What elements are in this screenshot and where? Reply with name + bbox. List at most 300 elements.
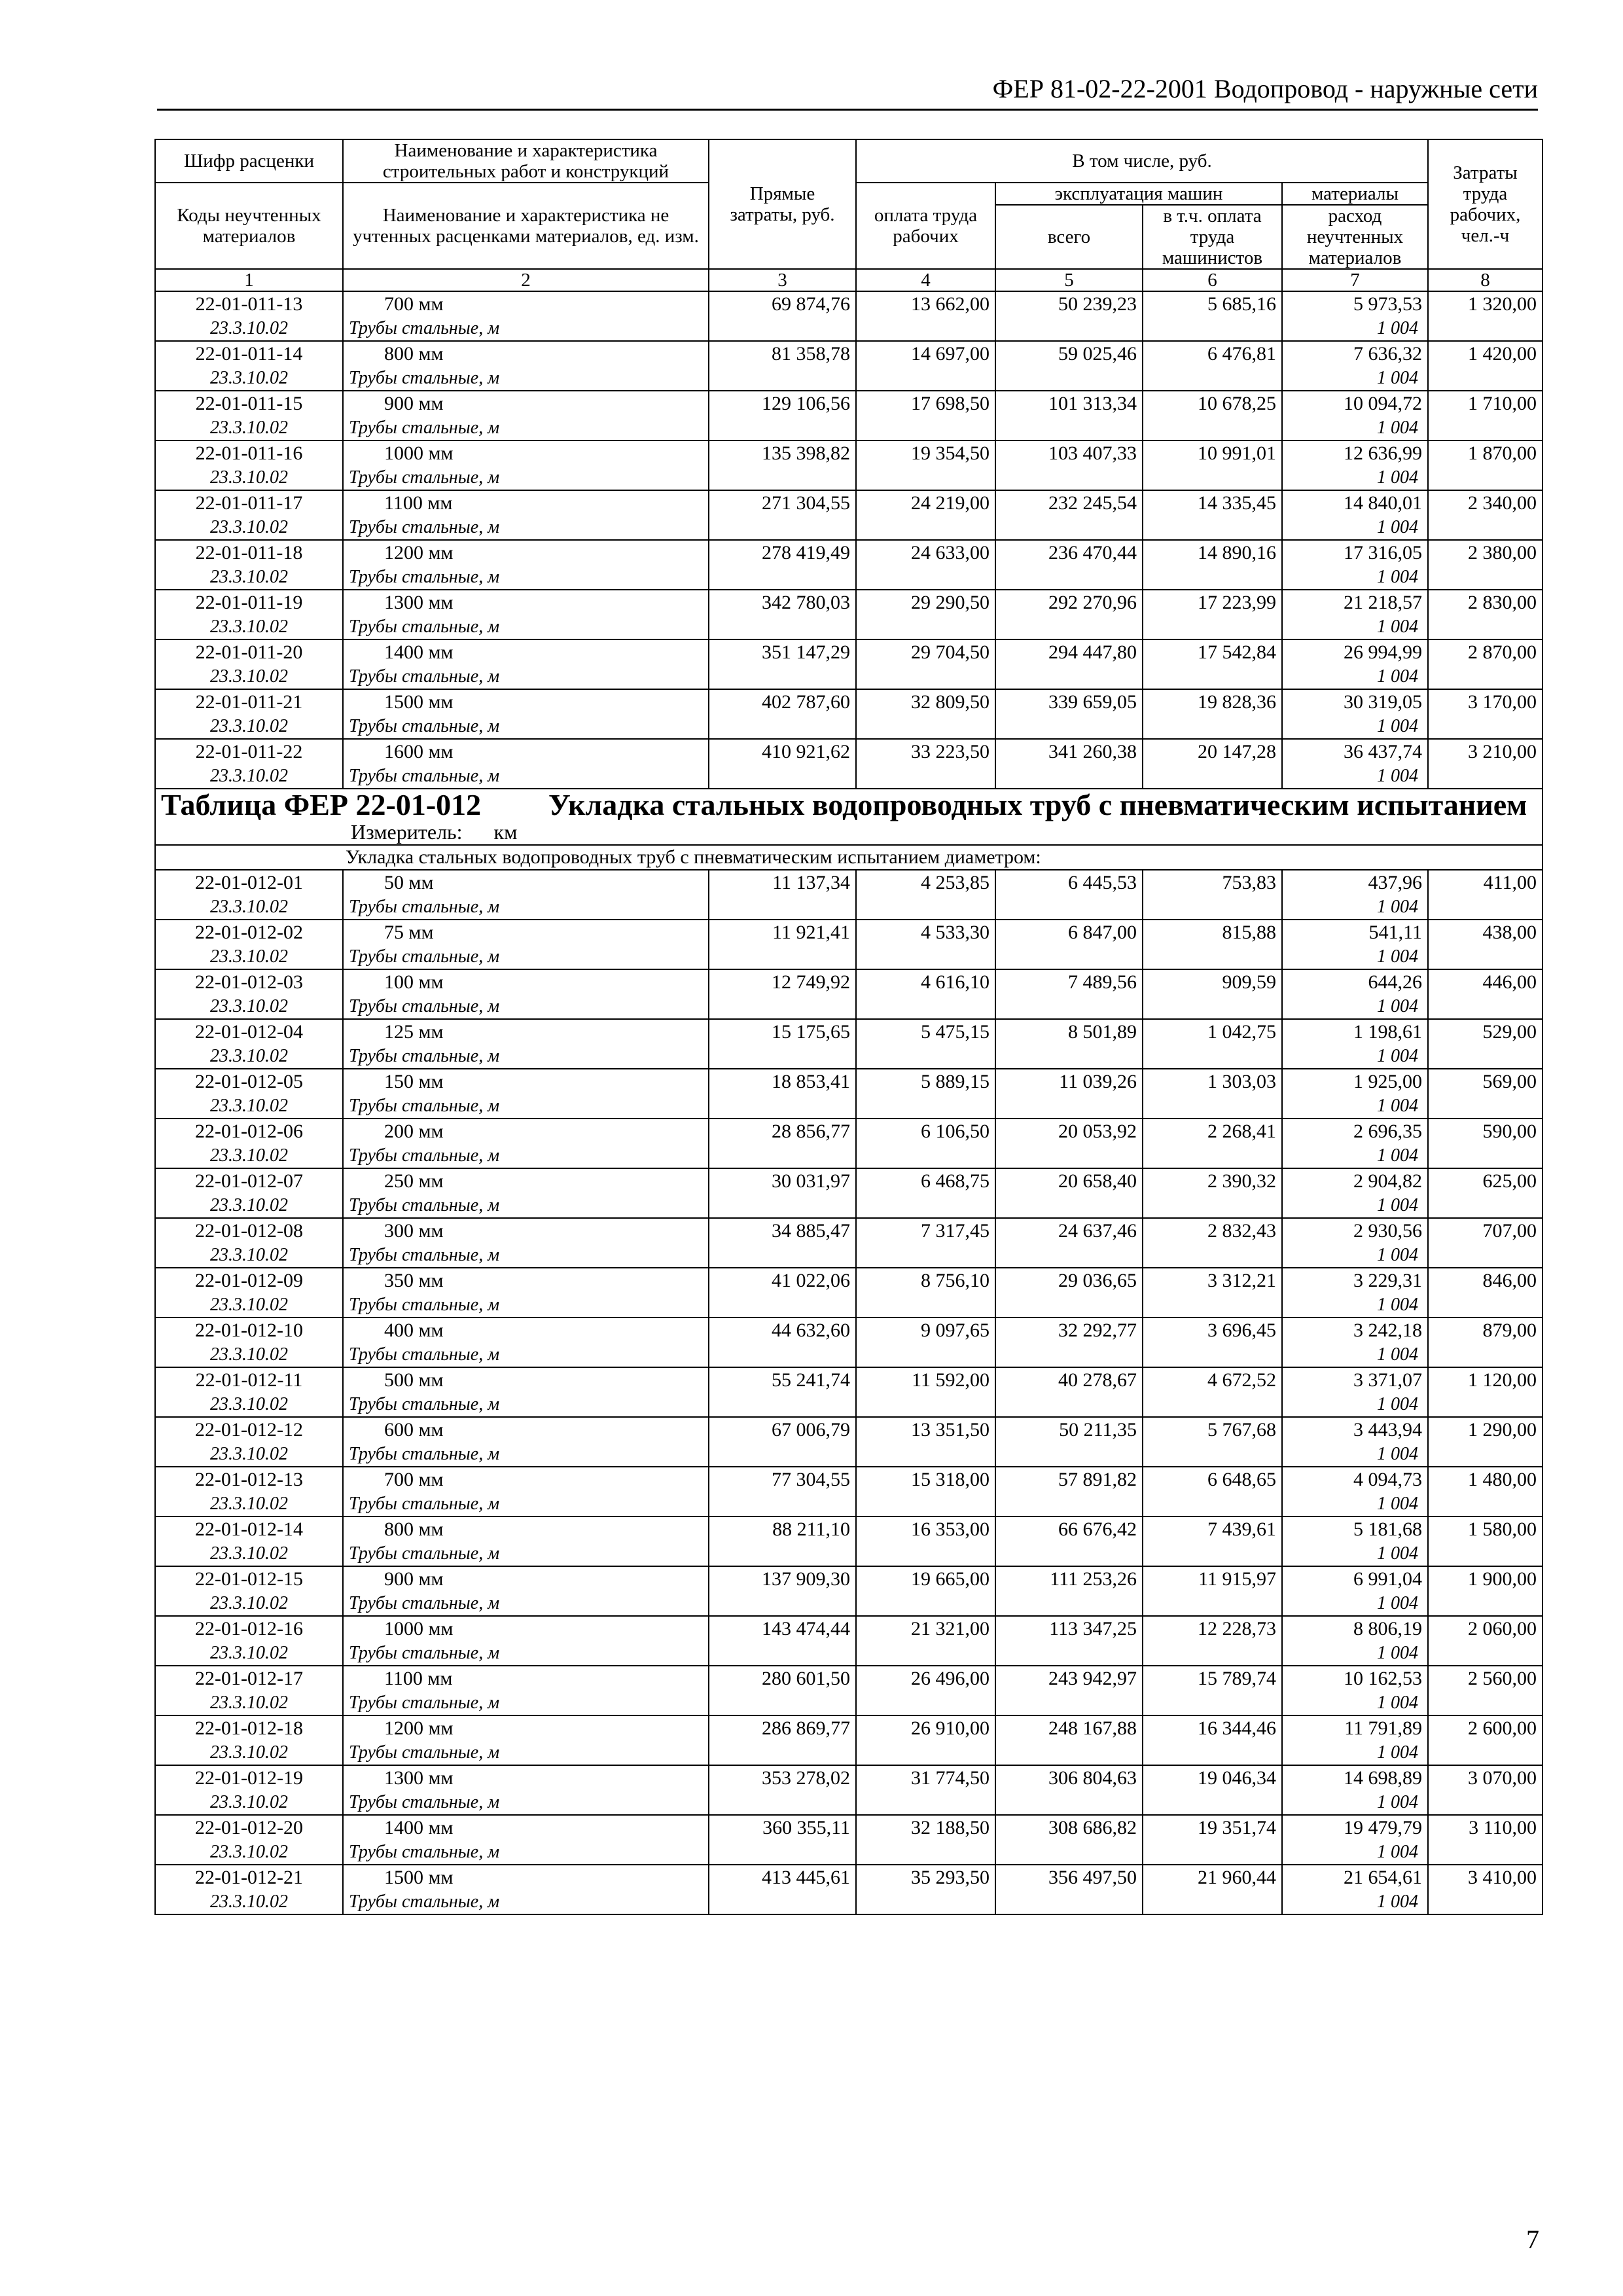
labor-hours: 590,00	[1428, 1119, 1543, 1168]
col-header-operator: в т.ч. оплата труда машинистов	[1143, 205, 1282, 269]
labor-hours: 569,00	[1428, 1069, 1543, 1119]
material-consumption: 1 004	[1377, 1643, 1418, 1663]
table-body-1	[155, 291, 1543, 789]
materials-cell	[1282, 1467, 1428, 1516]
machine-cost: 339 659,05	[995, 689, 1143, 739]
labor-hours: 446,00	[1428, 969, 1543, 1019]
page-header-title: ФЕР 81-02-22-2001 Водопровод - наружные сети	[992, 74, 1538, 103]
table-row	[155, 870, 1543, 920]
col-header-unaccounted: расход неучтенных материалов	[1282, 205, 1428, 269]
rate-code: 22-01-012-08	[195, 1220, 303, 1242]
material-code: 23.3.10.02	[210, 996, 288, 1016]
column-number: 2	[343, 269, 709, 291]
table-row	[155, 1268, 1543, 1318]
wage-cost: 6 468,75	[856, 1168, 995, 1218]
column-number: 4	[856, 269, 995, 291]
machine-cost: 7 489,56	[995, 969, 1143, 1019]
name-cell	[343, 969, 709, 1019]
table-row	[155, 1168, 1543, 1218]
wage-cost: 17 698,50	[856, 391, 995, 440]
col-header-matnames: Наименование и характеристика не учтенных расценками материалов, ед. изм.	[343, 183, 709, 269]
materials-cost: 3 371,07	[1353, 1369, 1422, 1391]
materials-cell	[1282, 391, 1428, 440]
col-header-labor: Затраты труда рабочих, чел.-ч	[1428, 139, 1543, 269]
table-row	[155, 739, 1543, 789]
materials-cell	[1282, 969, 1428, 1019]
material-name: Трубы стальные, м	[349, 567, 500, 587]
measure-unit: км	[493, 820, 518, 844]
wage-cost: 4 616,10	[856, 969, 995, 1019]
table-row	[155, 639, 1543, 689]
operator-cost: 17 542,84	[1143, 639, 1282, 689]
col-header-including: В том числе, руб.	[856, 139, 1428, 183]
material-consumption: 1 004	[1377, 1494, 1418, 1514]
materials-cell	[1282, 440, 1428, 490]
material-code: 23.3.10.02	[210, 617, 288, 637]
operator-cost: 10 991,01	[1143, 440, 1282, 490]
col-header-name: Наименование и характеристика строительных работ и конструкций	[343, 139, 709, 183]
labor-hours: 879,00	[1428, 1318, 1543, 1367]
machine-cost: 308 686,82	[995, 1815, 1143, 1865]
material-name: Трубы стальные, м	[349, 1543, 500, 1564]
labor-hours: 1 580,00	[1428, 1516, 1543, 1566]
name-cell	[343, 1218, 709, 1268]
name-cell	[343, 1318, 709, 1367]
material-consumption: 1 004	[1377, 517, 1418, 537]
col-header-wage: оплата труда рабочих	[856, 183, 995, 269]
machine-cost: 111 253,26	[995, 1566, 1143, 1616]
table-row	[155, 1119, 1543, 1168]
rate-code: 22-01-012-01	[195, 872, 303, 893]
table-row	[155, 490, 1543, 540]
wage-cost: 15 318,00	[856, 1467, 995, 1516]
name-cell	[343, 1765, 709, 1815]
name-cell	[343, 1417, 709, 1467]
material-name: Трубы стальные, м	[349, 1742, 500, 1763]
machine-cost: 11 039,26	[995, 1069, 1143, 1119]
code-cell	[155, 291, 343, 341]
material-consumption: 1 004	[1377, 1344, 1418, 1365]
code-cell	[155, 341, 343, 391]
operator-cost: 753,83	[1143, 870, 1282, 920]
table-row	[155, 1765, 1543, 1815]
machine-cost: 113 347,25	[995, 1616, 1143, 1666]
code-cell	[155, 1019, 343, 1069]
wage-cost: 6 106,50	[856, 1119, 995, 1168]
table-row	[155, 1666, 1543, 1715]
work-name: 1000 мм	[384, 442, 454, 464]
work-name: 900 мм	[384, 393, 444, 414]
materials-cost: 2 904,82	[1353, 1170, 1422, 1192]
operator-cost: 20 147,28	[1143, 739, 1282, 789]
machine-cost: 356 497,50	[995, 1865, 1143, 1914]
materials-cell	[1282, 1318, 1428, 1367]
material-consumption: 1 004	[1377, 1046, 1418, 1066]
column-number: 1	[155, 269, 343, 291]
rate-code: 22-01-011-22	[195, 741, 303, 762]
material-code: 23.3.10.02	[210, 666, 288, 687]
wage-cost: 32 809,50	[856, 689, 995, 739]
section-heading: Укладка стальных водопроводных труб с пневматическим испытанием диаметром:	[155, 845, 1543, 870]
name-cell	[343, 1566, 709, 1616]
rate-code: 22-01-012-02	[195, 922, 303, 943]
column-number: 5	[995, 269, 1143, 291]
work-name: 700 мм	[384, 1469, 444, 1490]
labor-hours: 1 900,00	[1428, 1566, 1543, 1616]
material-consumption: 1 004	[1377, 716, 1418, 736]
operator-cost: 12 228,73	[1143, 1616, 1282, 1666]
direct-cost: 286 869,77	[709, 1715, 856, 1765]
material-consumption: 1 004	[1377, 418, 1418, 438]
material-code: 23.3.10.02	[210, 1096, 288, 1116]
material-name: Трубы стальные, м	[349, 517, 500, 537]
col-header-materials: материалы	[1282, 183, 1428, 205]
materials-cost: 5 181,68	[1353, 1518, 1422, 1540]
work-name: 75 мм	[384, 922, 434, 943]
table-header	[155, 139, 1543, 291]
wage-cost: 35 293,50	[856, 1865, 995, 1914]
materials-cost: 21 218,57	[1344, 592, 1422, 613]
wage-cost: 31 774,50	[856, 1765, 995, 1815]
operator-cost: 19 351,74	[1143, 1815, 1282, 1865]
code-cell	[155, 540, 343, 590]
materials-cost: 1 925,00	[1353, 1071, 1422, 1092]
material-name: Трубы стальные, м	[349, 1643, 500, 1663]
labor-hours: 3 110,00	[1428, 1815, 1543, 1865]
rate-code: 22-01-011-15	[195, 393, 303, 414]
materials-cell	[1282, 870, 1428, 920]
rate-code: 22-01-012-07	[195, 1170, 303, 1192]
material-code: 23.3.10.02	[210, 1394, 288, 1414]
rate-code: 22-01-012-09	[195, 1270, 303, 1291]
materials-cell	[1282, 1119, 1428, 1168]
work-name: 1500 мм	[384, 691, 454, 713]
name-cell	[343, 590, 709, 639]
table-row	[155, 440, 1543, 490]
material-name: Трубы стальные, м	[349, 1145, 500, 1166]
table-row	[155, 1715, 1543, 1765]
work-name: 600 мм	[384, 1419, 444, 1441]
operator-cost: 5 767,68	[1143, 1417, 1282, 1467]
work-name: 1100 мм	[384, 492, 453, 514]
material-code: 23.3.10.02	[210, 897, 288, 917]
code-cell	[155, 490, 343, 540]
material-consumption: 1 004	[1377, 996, 1418, 1016]
material-consumption: 1 004	[1377, 1742, 1418, 1763]
wage-cost: 5 475,15	[856, 1019, 995, 1069]
work-name: 200 мм	[384, 1121, 444, 1142]
work-name: 125 мм	[384, 1021, 444, 1043]
code-cell	[155, 1865, 343, 1914]
material-code: 23.3.10.02	[210, 567, 288, 587]
name-cell	[343, 1815, 709, 1865]
work-name: 1000 мм	[384, 1618, 454, 1640]
table-row	[155, 1616, 1543, 1666]
work-name: 1200 мм	[384, 1717, 454, 1739]
machine-cost: 6 847,00	[995, 920, 1143, 969]
name-cell	[343, 1666, 709, 1715]
materials-cost: 10 162,53	[1344, 1668, 1422, 1689]
operator-cost: 4 672,52	[1143, 1367, 1282, 1417]
materials-cell	[1282, 1218, 1428, 1268]
materials-cost: 36 437,74	[1344, 741, 1422, 762]
labor-hours: 2 380,00	[1428, 540, 1543, 590]
column-number-row	[155, 269, 1543, 291]
direct-cost: 137 909,30	[709, 1566, 856, 1616]
table-row	[155, 1069, 1543, 1119]
machine-cost: 57 891,82	[995, 1467, 1143, 1516]
labor-hours: 3 170,00	[1428, 689, 1543, 739]
material-consumption: 1 004	[1377, 1444, 1418, 1464]
name-cell	[343, 1268, 709, 1318]
material-code: 23.3.10.02	[210, 1444, 288, 1464]
material-consumption: 1 004	[1377, 467, 1418, 488]
materials-cell	[1282, 590, 1428, 639]
machine-cost: 103 407,33	[995, 440, 1143, 490]
material-consumption: 1 004	[1377, 1693, 1418, 1713]
labor-hours: 3 410,00	[1428, 1865, 1543, 1914]
name-cell	[343, 689, 709, 739]
material-name: Трубы стальные, м	[349, 996, 500, 1016]
materials-cost: 1 198,61	[1353, 1021, 1422, 1043]
materials-cost: 437,96	[1368, 872, 1422, 893]
material-consumption: 1 004	[1377, 1792, 1418, 1812]
labor-hours: 1 420,00	[1428, 341, 1543, 391]
code-cell	[155, 440, 343, 490]
direct-cost: 34 885,47	[709, 1218, 856, 1268]
materials-cost: 30 319,05	[1344, 691, 1422, 713]
wage-cost: 4 533,30	[856, 920, 995, 969]
machine-cost: 306 804,63	[995, 1765, 1143, 1815]
name-cell	[343, 1069, 709, 1119]
direct-cost: 67 006,79	[709, 1417, 856, 1467]
code-cell	[155, 1168, 343, 1218]
material-name: Трубы стальные, м	[349, 1394, 500, 1414]
code-cell	[155, 1516, 343, 1566]
rate-code: 22-01-012-04	[195, 1021, 303, 1043]
operator-cost: 21 960,44	[1143, 1865, 1282, 1914]
rate-code: 22-01-012-03	[195, 971, 303, 993]
table-row	[155, 1467, 1543, 1516]
table-2-title: Укладка стальных водопроводных труб с пневматическим испытанием	[548, 788, 1527, 821]
materials-cost: 3 229,31	[1353, 1270, 1422, 1291]
materials-cost: 17 316,05	[1344, 542, 1422, 564]
operator-cost: 815,88	[1143, 920, 1282, 969]
material-name: Трубы стальные, м	[349, 467, 500, 488]
work-name: 700 мм	[384, 293, 444, 315]
material-code: 23.3.10.02	[210, 1693, 288, 1713]
name-cell	[343, 391, 709, 440]
direct-cost: 271 304,55	[709, 490, 856, 540]
materials-cost: 3 443,94	[1353, 1419, 1422, 1441]
material-name: Трубы стальные, м	[349, 368, 500, 388]
machine-cost: 20 658,40	[995, 1168, 1143, 1218]
code-cell	[155, 739, 343, 789]
work-name: 250 мм	[384, 1170, 444, 1192]
table-row	[155, 1865, 1543, 1914]
work-name: 900 мм	[384, 1568, 444, 1590]
operator-cost: 14 335,45	[1143, 490, 1282, 540]
code-cell	[155, 1666, 343, 1715]
operator-cost: 2 268,41	[1143, 1119, 1282, 1168]
work-name: 1400 мм	[384, 641, 454, 663]
materials-cell	[1282, 1566, 1428, 1616]
materials-cell	[1282, 1019, 1428, 1069]
wage-cost: 16 353,00	[856, 1516, 995, 1566]
work-name: 500 мм	[384, 1369, 444, 1391]
direct-cost: 413 445,61	[709, 1865, 856, 1914]
header-rule	[157, 109, 1538, 111]
material-code: 23.3.10.02	[210, 467, 288, 488]
table-row	[155, 341, 1543, 391]
code-cell	[155, 639, 343, 689]
material-code: 23.3.10.02	[210, 1145, 288, 1166]
page-number: 7	[1526, 2225, 1539, 2254]
table-row	[155, 291, 1543, 341]
material-name: Трубы стальные, м	[349, 1046, 500, 1066]
materials-cost: 21 654,61	[1344, 1867, 1422, 1888]
code-cell	[155, 1765, 343, 1815]
work-name: 1200 мм	[384, 542, 454, 564]
direct-cost: 77 304,55	[709, 1467, 856, 1516]
machine-cost: 59 025,46	[995, 341, 1143, 391]
name-cell	[343, 1367, 709, 1417]
name-cell	[343, 1019, 709, 1069]
materials-cell	[1282, 1715, 1428, 1765]
material-name: Трубы стальные, м	[349, 1295, 500, 1315]
wage-cost: 7 317,45	[856, 1218, 995, 1268]
machine-cost: 32 292,77	[995, 1318, 1143, 1367]
labor-hours: 1 480,00	[1428, 1467, 1543, 1516]
materials-cost: 14 840,01	[1344, 492, 1422, 514]
column-number: 7	[1282, 269, 1428, 291]
wage-cost: 4 253,85	[856, 870, 995, 920]
materials-cost: 12 636,99	[1344, 442, 1422, 464]
labor-hours: 1 120,00	[1428, 1367, 1543, 1417]
operator-cost: 2 390,32	[1143, 1168, 1282, 1218]
operator-cost: 7 439,61	[1143, 1516, 1282, 1566]
col-header-code: Шифр расценки	[155, 139, 343, 183]
table-2-title-cell	[155, 789, 1543, 845]
name-cell	[343, 1715, 709, 1765]
labor-hours: 438,00	[1428, 920, 1543, 969]
materials-cost: 2 930,56	[1353, 1220, 1422, 1242]
wage-cost: 33 223,50	[856, 739, 995, 789]
materials-cell	[1282, 1268, 1428, 1318]
labor-hours: 2 340,00	[1428, 490, 1543, 540]
material-code: 23.3.10.02	[210, 1892, 288, 1912]
machine-cost: 6 445,53	[995, 870, 1143, 920]
work-name: 150 мм	[384, 1071, 444, 1092]
name-cell	[343, 440, 709, 490]
table-2-label: Таблица ФЕР 22-01-012	[161, 788, 482, 821]
labor-hours: 2 560,00	[1428, 1666, 1543, 1715]
material-consumption: 1 004	[1377, 946, 1418, 967]
machine-cost: 232 245,54	[995, 490, 1143, 540]
material-code: 23.3.10.02	[210, 946, 288, 967]
name-cell	[343, 291, 709, 341]
materials-cell	[1282, 1168, 1428, 1218]
measure-label: Измеритель:	[351, 820, 463, 844]
direct-cost: 15 175,65	[709, 1019, 856, 1069]
material-consumption: 1 004	[1377, 1842, 1418, 1862]
direct-cost: 28 856,77	[709, 1119, 856, 1168]
wage-cost: 26 496,00	[856, 1666, 995, 1715]
column-number: 3	[709, 269, 856, 291]
materials-cost: 5 973,53	[1353, 293, 1422, 315]
operator-cost: 6 476,81	[1143, 341, 1282, 391]
work-name: 1600 мм	[384, 741, 454, 762]
operator-cost: 3 696,45	[1143, 1318, 1282, 1367]
machine-cost: 294 447,80	[995, 639, 1143, 689]
materials-cost: 3 242,18	[1353, 1319, 1422, 1341]
material-consumption: 1 004	[1377, 1245, 1418, 1265]
direct-cost: 129 106,56	[709, 391, 856, 440]
operator-cost: 19 828,36	[1143, 689, 1282, 739]
table-row	[155, 969, 1543, 1019]
labor-hours: 1 710,00	[1428, 391, 1543, 440]
material-name: Трубы стальные, м	[349, 897, 500, 917]
code-cell	[155, 590, 343, 639]
labor-hours: 529,00	[1428, 1019, 1543, 1069]
code-cell	[155, 1218, 343, 1268]
material-name: Трубы стальные, м	[349, 1096, 500, 1116]
col-header-direct: Прямые затраты, руб.	[709, 139, 856, 269]
operator-cost: 5 685,16	[1143, 291, 1282, 341]
table-row	[155, 1367, 1543, 1417]
direct-cost: 353 278,02	[709, 1765, 856, 1815]
table-row	[155, 1566, 1543, 1616]
code-cell	[155, 1318, 343, 1367]
direct-cost: 278 419,49	[709, 540, 856, 590]
table-row	[155, 1815, 1543, 1865]
material-code: 23.3.10.02	[210, 1593, 288, 1613]
name-cell	[343, 739, 709, 789]
direct-cost: 135 398,82	[709, 440, 856, 490]
materials-cost: 10 094,72	[1344, 393, 1422, 414]
name-cell	[343, 341, 709, 391]
labor-hours: 1 320,00	[1428, 291, 1543, 341]
work-name: 1300 мм	[384, 1767, 454, 1789]
work-name: 1400 мм	[384, 1817, 454, 1839]
material-code: 23.3.10.02	[210, 1494, 288, 1514]
operator-cost: 10 678,25	[1143, 391, 1282, 440]
materials-cell	[1282, 1865, 1428, 1914]
material-consumption: 1 004	[1377, 318, 1418, 338]
material-name: Трубы стальные, м	[349, 1344, 500, 1365]
labor-hours: 2 830,00	[1428, 590, 1543, 639]
wage-cost: 9 097,65	[856, 1318, 995, 1367]
table-row	[155, 689, 1543, 739]
machine-cost: 20 053,92	[995, 1119, 1143, 1168]
name-cell	[343, 1467, 709, 1516]
rate-code: 22-01-012-18	[195, 1717, 303, 1739]
direct-cost: 143 474,44	[709, 1616, 856, 1666]
material-consumption: 1 004	[1377, 1593, 1418, 1613]
code-cell	[155, 1566, 343, 1616]
material-code: 23.3.10.02	[210, 1295, 288, 1315]
materials-cell	[1282, 490, 1428, 540]
material-consumption: 1 004	[1377, 666, 1418, 687]
rate-code: 22-01-012-14	[195, 1518, 303, 1540]
work-name: 300 мм	[384, 1220, 444, 1242]
material-consumption: 1 004	[1377, 1543, 1418, 1564]
material-name: Трубы стальные, м	[349, 1444, 500, 1464]
operator-cost: 2 832,43	[1143, 1218, 1282, 1268]
table-row	[155, 1218, 1543, 1268]
material-name: Трубы стальные, м	[349, 617, 500, 637]
code-cell	[155, 1715, 343, 1765]
